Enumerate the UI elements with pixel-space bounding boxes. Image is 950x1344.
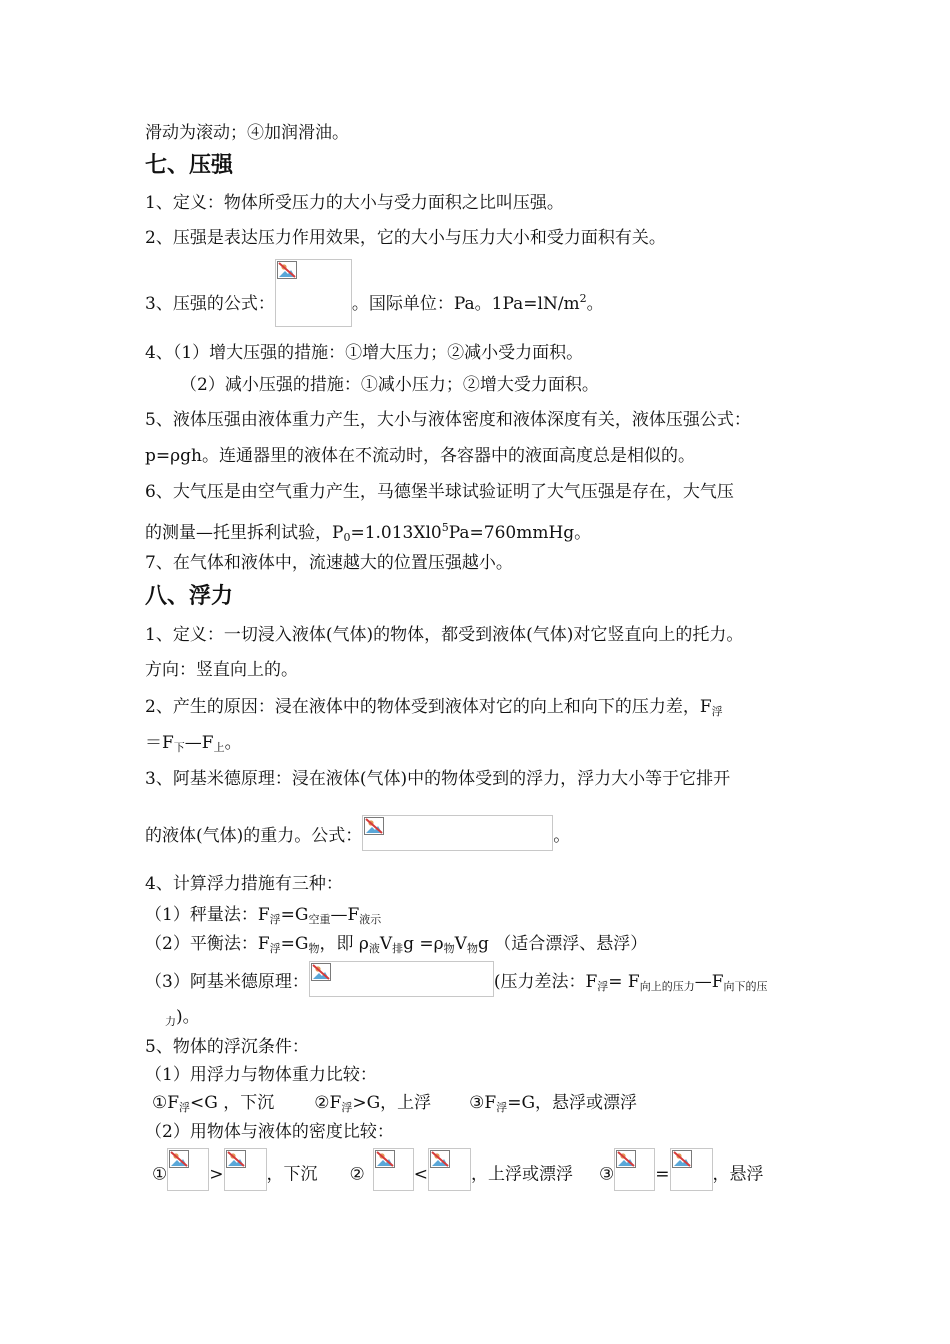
text-line: （2）平衡法：$F_浮=G_物$，即 $\rho_液V_排g =\rho_物V_物g$ （适合漂浮、悬浮） [145,934,648,955]
text-line: 3、阿基米德原理：浸在液体(气体)中的物体受到的浮力，浮力大小等于它排开 [145,769,731,789]
text-line: （3）阿基米德原理： (压力差法：$F_浮=$ $F_{向上的压力}—F_{向下的压}$ [145,968,768,998]
text-line: 2、产生的原因：浸在液体中的物体受到液体对它的向上和向下的压力差，$F_浮$ [145,697,723,718]
density-image [428,1148,471,1191]
section-heading-pressure: 七、压强 [145,153,234,178]
text-line: 滑动为滚动；④加润滑油。 [145,123,349,143]
section-heading-buoyancy: 八、浮力 [145,584,234,609]
text-line: p=ρgh。连通器里的液体在不流动时，各容器中的液面高度总是相似的。 [145,446,695,466]
text-line: 方向：竖直向上的。 [145,660,298,680]
density-image [167,1148,209,1191]
text-line: （1）用浮力与物体重力比较： [145,1065,377,1085]
formula-image [275,259,352,327]
text-line: 1、定义：一切浸入液体(气体)的物体，都受到液体(气体)对它竖直向上的托力。 [145,625,744,645]
density-image [224,1148,267,1191]
broken-image-icon [277,261,297,279]
text-line: ① > ，下沉 ② < ，上浮或漂浮 ③ = ，悬浮 [152,1159,764,1191]
broken-image-icon [375,1150,395,1168]
text-line: 1、定义：物体所受压力的大小与受力面积之比叫压强。 [145,193,564,213]
text-line: 7、在气体和液体中，流速越大的位置压强越小。 [145,553,513,573]
text-line: 4、（1）增大压强的措施：①增大压力；②减小受力面积。 [145,343,584,363]
density-image [614,1148,655,1191]
broken-image-icon [226,1150,246,1168]
formula-image [309,961,494,997]
broken-image-icon [616,1150,636,1168]
text-line: 的测量—托里拆利试验，$P_0=1.013Xl0^5Pa=760mmHg$。 [145,521,592,544]
broken-image-icon [430,1150,450,1168]
text-line: （2）用物体与液体的密度比较： [145,1122,394,1142]
broken-image-icon [311,963,331,981]
broken-image-icon [169,1150,189,1168]
text-line: 5、液体压强由液体重力产生，大小与液体密度和液体深度有关，液体压强公式： [145,410,751,430]
text-line: 5、物体的浮沉条件： [145,1037,309,1057]
broken-image-icon [672,1150,692,1168]
text-line: 2、压强是表达压力作用效果，它的大小与压力大小和受力面积有关。 [145,228,666,248]
text-line: $_力$)。 [165,1007,200,1028]
text-line: 3、压强的公式： 。国际单位：Pa。$1Pa=lN/m^2$。 [145,282,604,327]
text-line: （1）秤量法：$F_浮=G_{空重}—F_{液示}$ [145,905,382,926]
text-line: 6、大气压是由空气重力产生，马德堡半球试验证明了大气压强是存在，大气压 [145,482,734,502]
text-line: 的液体(气体)的重力。公式： 。 [145,822,570,851]
density-image [373,1148,414,1191]
density-image [670,1148,713,1191]
text-line: 4、计算浮力措施有三种： [145,874,343,894]
text-line: $①F_浮<G$ ，下沉 $②F_浮>G$，上浮 $③F_浮=G$，悬浮或漂浮 [152,1093,638,1114]
formula-image [362,815,553,851]
broken-image-icon [364,817,384,835]
text-line: $=F_下—F_上$。 [145,733,242,754]
text-line: （2）减小压强的措施：①减小压力；②增大受力面积。 [180,375,599,395]
